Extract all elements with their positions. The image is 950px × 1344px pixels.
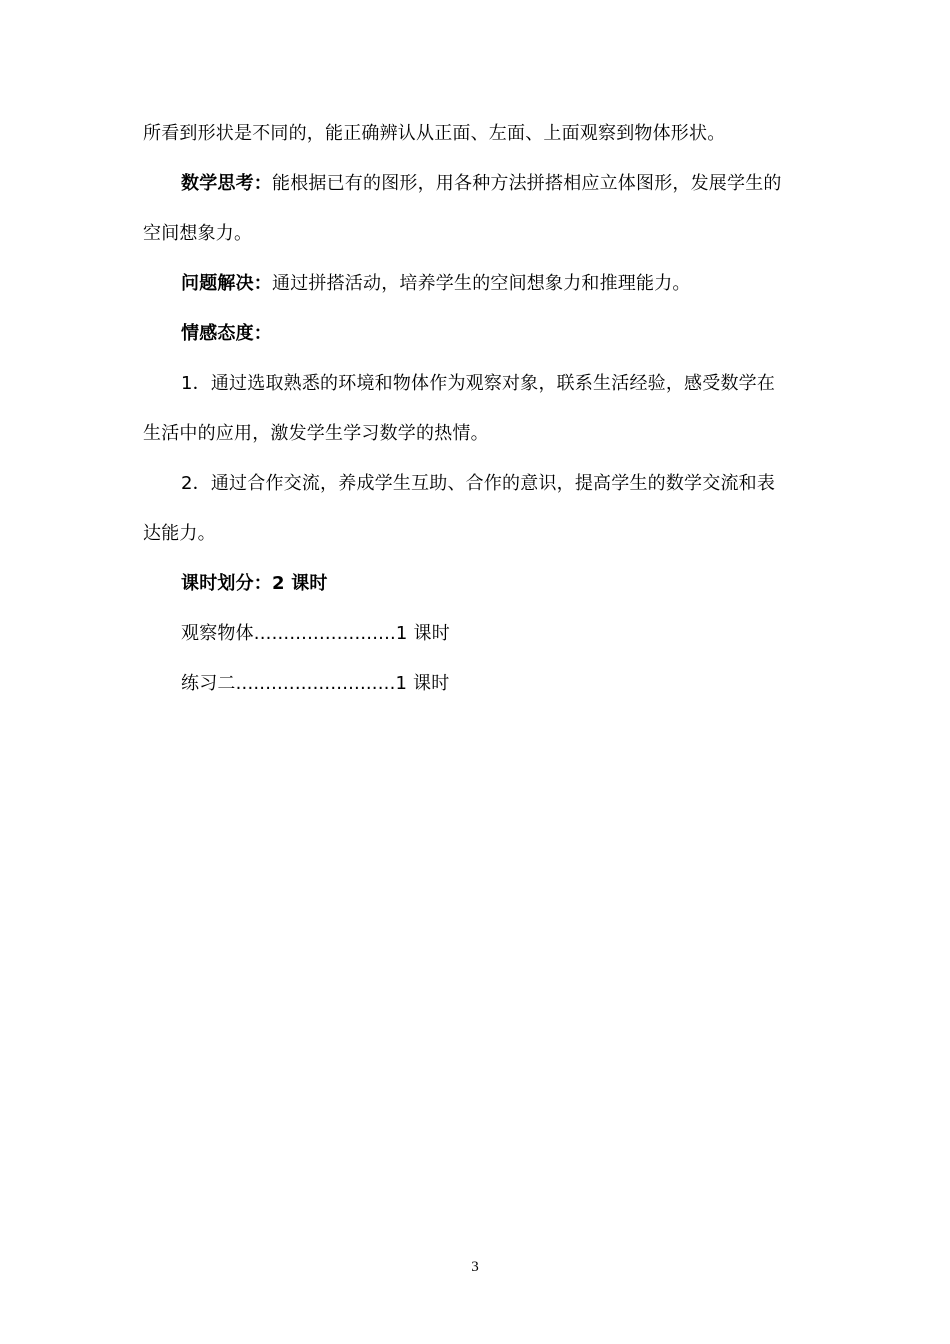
math-thinking-line2: 空间想象力。 [143, 223, 253, 244]
problem-solving-line [181, 272, 691, 296]
math-thinking-label: 数学思考： [181, 173, 272, 194]
intro-line: 所看到形状是不同的，能正确辨认从正面、左面、上面观察到物体形状。 [143, 123, 726, 144]
emotion-item1-line1: 1．通过选取熟悉的环境和物体作为观察对象，联系生活经验，感受数学在 [181, 373, 776, 394]
schedule-row: 练习二...........................1 课时 [181, 673, 450, 694]
emotion-item2-line1: 2．通过合作交流，养成学生互助、合作的意识，提高学生的数学交流和表 [181, 473, 776, 494]
schedule-label: 课时划分：2 课时 [181, 573, 328, 594]
math-thinking-line1 [181, 172, 782, 196]
math-thinking-text: 能根据已有的图形，用各种方法拼搭相应立体图形，发展学生的 [272, 173, 782, 194]
emotion-item2-line2: 达能力。 [143, 523, 216, 544]
emotion-label: 情感态度： [181, 323, 272, 344]
schedule-row: 观察物体........................1 课时 [181, 623, 450, 644]
emotion-item1-line2: 生活中的应用，激发学生学习数学的热情。 [143, 423, 489, 444]
problem-solving-label: 问题解决： [181, 273, 272, 294]
page-number: 3 [471, 1259, 479, 1275]
problem-solving-text: 通过拼搭活动，培养学生的空间想象力和推理能力。 [272, 273, 691, 294]
